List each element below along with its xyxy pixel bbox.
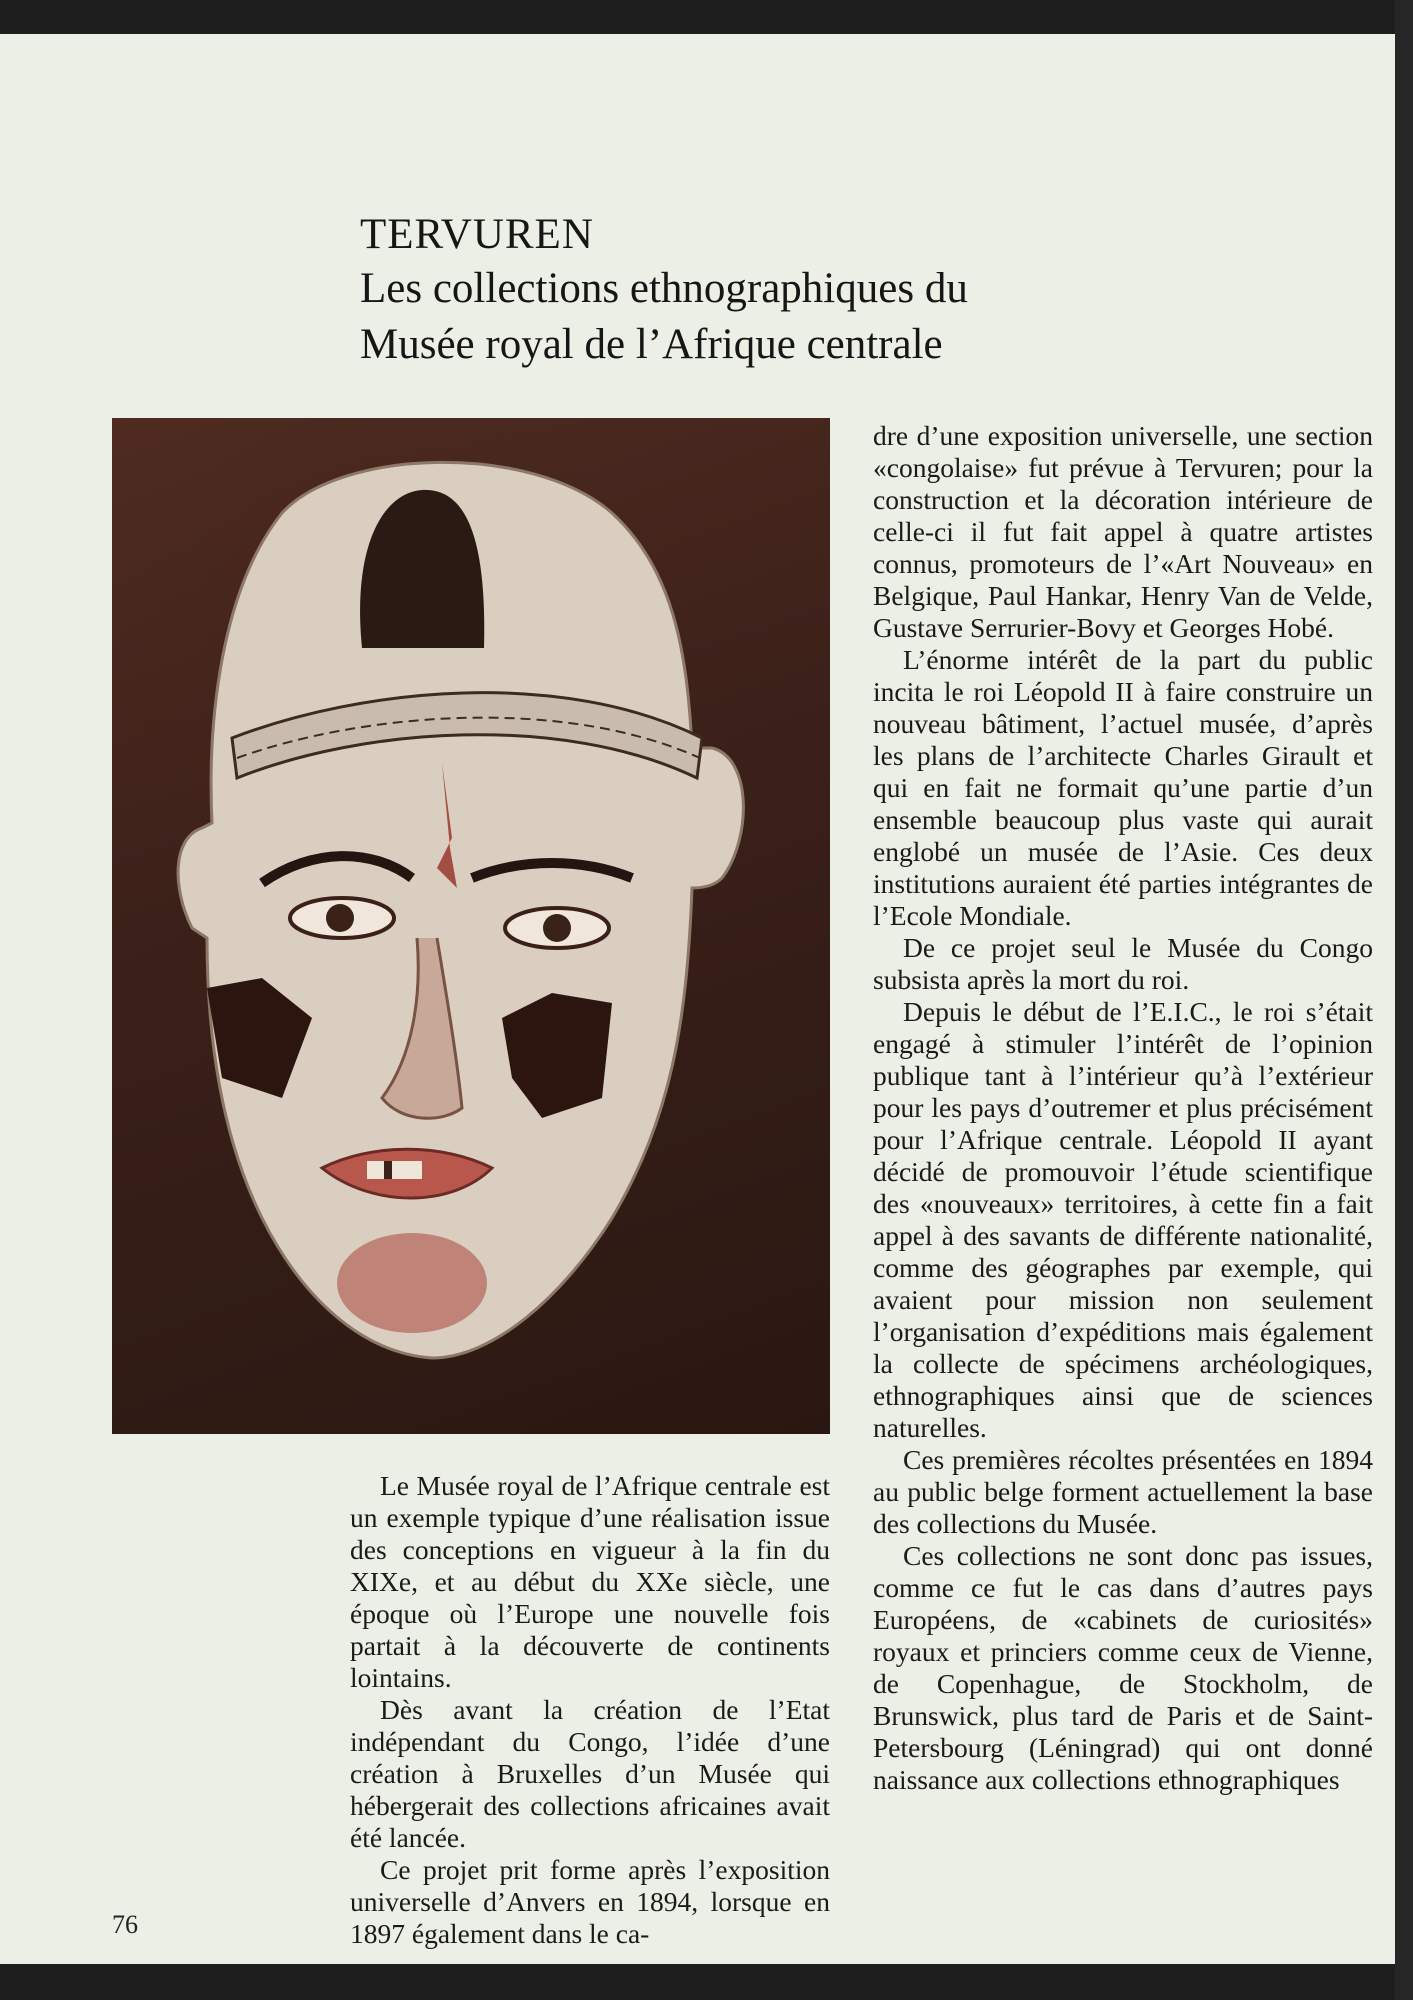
title-line-2: Les collections ethnographiques du [360,265,968,312]
article-title [360,209,1260,373]
paragraph: Depuis le début de l’E.I.C., le roi s’était engagé à stimuler l’intérêt de l’opinion publique tant à l’intérieur qu’à l’extérieur pour les pays d’outremer et plus précisément pour l’Afrique centrale. Léopold II ayant décidé de promouvoir l’étude scientifique des «nouveaux» territoires, à cette fin a fait appel à des savants de différente nationalité, comme des géographes par exemple, qui avaient pour mission non seulement l’organisation d’expéditions mais également la collecte de spécimens archéologiques, ethnographiques ainsi que de sciences naturelles. [873,996,1373,1443]
paragraph: De ce projet seul le Musée du Congo subsista après la mort du roi. [873,932,1373,995]
paragraph: Ces collections ne sont donc pas issues, comme ce fut le cas dans d’autres pays Européens, de «cabinets de curiosités» royaux et princiers comme ceux de Vienne, de Copenhague, de Stockholm, de Brunswick, plus tard de Paris et de Saint-Petersbourg (Léningrad) qui ont donné naissance aux collections ethnographiques [873,1540,1373,1795]
title-line-3: Musée royal de l’Afrique centrale [360,321,943,368]
right-text-column [873,420,1373,1796]
paragraph: dre d’une exposition universelle, une section «congolaise» fut prévue à Tervuren; pour la construction et la décoration intérieure de celle-ci il fut fait appel à quatre artistes connus, promoteurs de l’«Art Nouveau» en Belgique, Paul Hankar, Henry Van de Velde, Gustave Serrurier-Bovy et Georges Hobé. [873,420,1373,643]
mask-photograph [112,418,830,1434]
book-page [0,34,1395,1964]
title-line-1: TERVUREN [360,211,594,258]
paragraph: L’énorme intérêt de la part du public incita le roi Léopold II à faire construire un nouveau bâtiment, l’actuel musée, d’après les plans de l’architecte Charles Girault et qui en fait ne formait qu’une partie d’un ensemble beaucoup plus vaste qui aurait englobé un musée de l’Asie. Ces deux institutions auraient été parties intégrantes de l’Ecole Mondiale. [873,644,1373,931]
paragraph: Ce projet prit forme après l’exposition universelle d’Anvers en 1894, lorsque en 1897 également dans le ca- [350,1854,830,1949]
left-text-column [350,1470,830,1950]
mask-photo-icon [112,418,830,1434]
paragraph: Dès avant la création de l’Etat indépendant du Congo, l’idée d’une création à Bruxelles d’un Musée qui hébergerait des collections africaines avait été lancée. [350,1694,830,1853]
paragraph: Ces premières récoltes présentées en 1894 au public belge forment actuellement la base des collections du Musée. [873,1444,1373,1539]
book-spine-shadow [1395,0,1413,2000]
page-number: 76 [112,1910,138,1939]
paragraph: Le Musée royal de l’Afrique centrale est un exemple typique d’une réalisation issue des conceptions en vigueur à la fin du XIXe, et au début du XXe siècle, une époque où l’Europe une nouvelle fois partait à la découverte de continents lointains. [350,1470,830,1693]
